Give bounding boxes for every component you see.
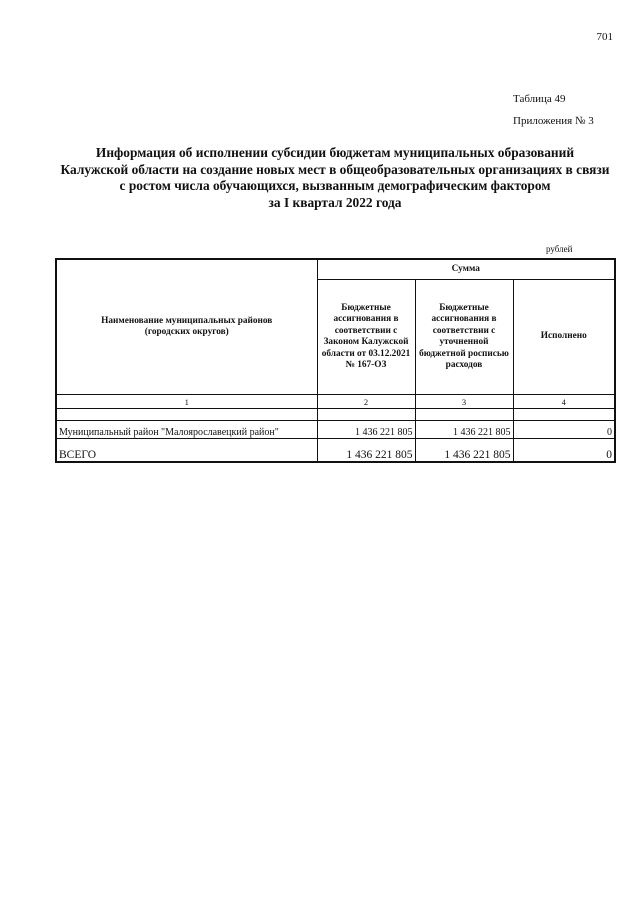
currency-unit-label: рублей (546, 244, 573, 254)
law-allocation-value: 1 436 221 805 (317, 421, 415, 439)
table-row (56, 421, 615, 439)
district-name: Муниципальный район "Малоярославецкий район" (56, 421, 317, 439)
column-index-row (56, 395, 615, 409)
table-reference: Таблица 49 (513, 93, 566, 105)
total-law-allocation: 1 436 221 805 (317, 439, 415, 463)
column-index-2: 2 (317, 395, 415, 409)
title-line-3: с ростом числа обучающихся, вызванным демографическим фактором (119, 178, 551, 193)
executed-header: Исполнено (513, 280, 615, 395)
spacer-row (56, 409, 615, 421)
page-number: 701 (596, 31, 613, 43)
header-row-top (56, 259, 615, 280)
refined-allocation-value: 1 436 221 805 (415, 421, 513, 439)
subsidy-report-table (55, 258, 616, 463)
law-allocation-header: Бюджетные ассигнования в соответствии с Законом Калужской области от 03.12.2021 № 167-ОЗ (317, 280, 415, 395)
column-index-4: 4 (513, 395, 615, 409)
document-title (40, 145, 630, 211)
title-line-4: за I квартал 2022 года (268, 194, 402, 210)
column-index-3: 3 (415, 395, 513, 409)
total-refined-allocation: 1 436 221 805 (415, 439, 513, 463)
total-row (56, 439, 615, 463)
total-label: ВСЕГО (56, 439, 317, 463)
total-executed: 0 (513, 439, 615, 463)
refined-allocation-header: Бюджетные ассигнования в соответствии с уточненной бюджетной росписью расходов (415, 280, 513, 395)
executed-value: 0 (513, 421, 615, 439)
district-name-header: Наименование муниципальных районов (городских округов) (56, 259, 317, 395)
title-line-1: Информация об исполнении субсидии бюджетам муниципальных образований (95, 145, 575, 160)
column-index-1: 1 (56, 395, 317, 409)
appendix-reference: Приложения № 3 (513, 115, 594, 127)
sum-header: Сумма (317, 259, 615, 280)
title-line-2: Калужской области на создание новых мест в общеобразовательных организациях в связи (60, 161, 610, 177)
